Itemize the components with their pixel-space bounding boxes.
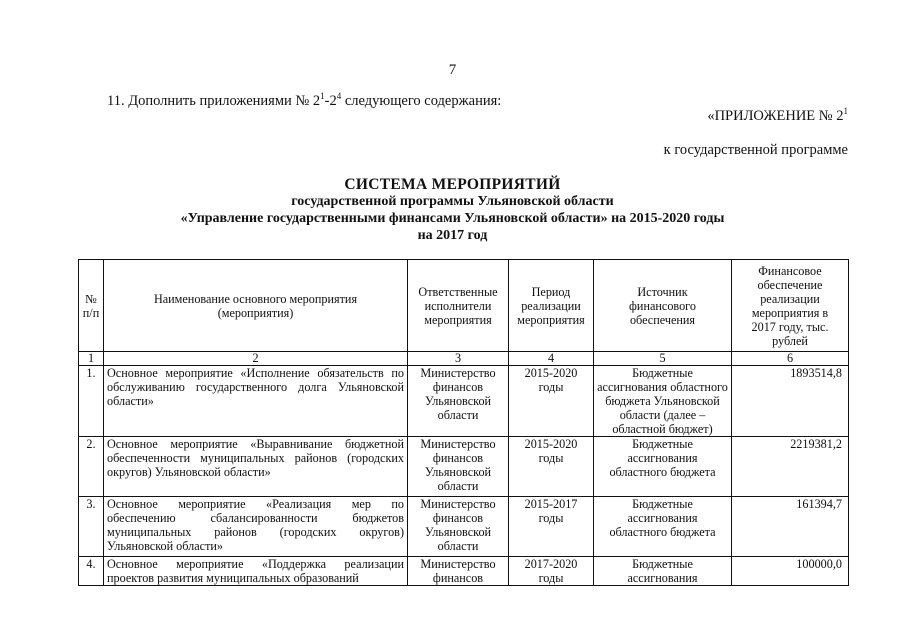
row-amount: 161394,7 (732, 497, 849, 557)
col-number: 5 (594, 352, 732, 366)
row-name: Основное мероприятие «Реализация мер по обеспечению сбалансированности бюджетов муниципальных районов (городских округов) Ульяновской области» (104, 497, 408, 557)
row-num: 1. (79, 366, 104, 437)
row-period: 2015-2020 годы (509, 366, 594, 437)
row-amount: 2219381,2 (732, 437, 849, 497)
column-numbers-row (79, 352, 849, 366)
amendment-instruction: 11. Дополнить приложениями № $2^1-2^4$ следующего содержания: (107, 91, 502, 109)
title-line-3: «Управление государственными финансами Ульяновской области» на 2015-2020 годы (180, 211, 725, 226)
header-source: Источник финансового обеспечения (594, 260, 732, 352)
row-name: Основное мероприятие «Исполнение обязательств по обслуживанию государственного долга Ульяновской области» (104, 366, 408, 437)
row-source: Бюджетные ассигнования (594, 557, 732, 586)
table-row (79, 366, 849, 437)
row-period: 2015-2017 годы (509, 497, 594, 557)
measures-table (78, 259, 849, 586)
row-num: 3. (79, 497, 104, 557)
header-name: Наименование основного мероприятия (мероприятия) (104, 260, 408, 352)
row-source: Бюджетные ассигнования областного бюджета Ульяновской области (далее – областной бюджет) (594, 366, 732, 437)
row-responsible: Министерство финансов Ульяновской области (408, 366, 509, 437)
col-number: 6 (732, 352, 849, 366)
table-row (79, 437, 849, 497)
col-number: 4 (509, 352, 594, 366)
row-responsible: Министерство финансов Ульяновской области (408, 437, 509, 497)
row-source: Бюджетные ассигнования областного бюджета (594, 497, 732, 557)
document-title (0, 176, 905, 244)
row-num: 2. (79, 437, 104, 497)
row-source: Бюджетные ассигнования областного бюджета (594, 437, 732, 497)
row-amount: 100000,0 (732, 557, 849, 586)
row-period: 2017-2020 годы (509, 557, 594, 586)
page-number: 7 (448, 62, 457, 78)
title-line-2: государственной программы Ульяновской области (291, 194, 614, 209)
col-number: 3 (408, 352, 509, 366)
row-name: Основное мероприятие «Поддержка реализации проектов развития муниципальных образований (104, 557, 408, 586)
title-line-1: СИСТЕМА МЕРОПРИЯТИЙ (344, 176, 561, 193)
appendix-label: «ПРИЛОЖЕНИЕ № $2^1$ (707, 106, 848, 124)
col-number: 2 (104, 352, 408, 366)
row-period: 2015-2020 годы (509, 437, 594, 497)
row-amount: 1893514,8 (732, 366, 849, 437)
table-row (79, 557, 849, 586)
program-reference: к государственной программе (663, 142, 848, 158)
row-responsible: Министерство финансов (408, 557, 509, 586)
title-line-4: на 2017 год (417, 228, 488, 243)
row-name: Основное мероприятие «Выравнивание бюджетной обеспеченности муниципальных районов (городских округов) Ульяновской области» (104, 437, 408, 497)
row-num: 4. (79, 557, 104, 586)
table-row (79, 497, 849, 557)
header-responsible: Ответственные исполнители мероприятия (408, 260, 509, 352)
header-num: № п/п (79, 260, 104, 352)
header-period: Период реализации мероприятия (509, 260, 594, 352)
row-responsible: Министерство финансов Ульяновской области (408, 497, 509, 557)
col-number: 1 (79, 352, 104, 366)
header-finance: Финансовое обеспечение реализации мероприятия в 2017 году, тыс. рублей (732, 260, 849, 352)
